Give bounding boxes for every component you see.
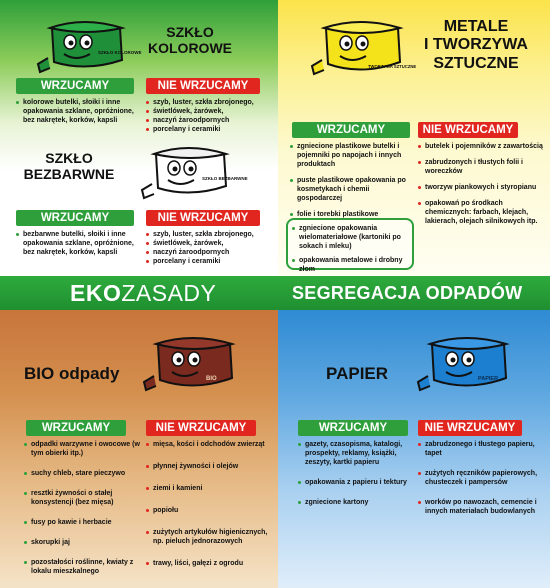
paper-title: PAPIER — [326, 364, 389, 383]
list-item: zgniecione plastikowe butelki i pojemniki po napojach i innych produktach — [290, 142, 410, 169]
yellow-bin-icon — [308, 12, 417, 80]
list-item: opakowania metalowe i drobny złom — [292, 256, 410, 274]
list-item: opakowań po środkach chemicznych: farbach, klejach, lakierach, olejach silnikowych itp. — [418, 199, 546, 226]
glass-clear-no-label: NIE WRZUCAMY — [146, 210, 260, 226]
svg-text:PAPIER: PAPIER — [478, 376, 499, 382]
bio-yes-label: WRZUCAMY — [26, 420, 126, 436]
list-item: fusy po kawie i herbacie — [24, 518, 142, 527]
list-item: folie i torebki plastikowe — [290, 210, 410, 219]
list-item: kolorowe butelki, słoiki i inne opakowania szklane, opróżnione, bez nakrętek, korków, kapsli — [16, 98, 140, 125]
banner-eko-title: EKOZASADY — [70, 280, 217, 306]
list-item: zgniecione opakowania wielomateriałowe (kartoniki po sokach i mleku) — [292, 224, 410, 251]
glass-color-title: SZKŁO KOLOROWE — [148, 24, 232, 57]
glass-clear-no-list — [146, 230, 272, 266]
glass-clear-yes-label: WRZUCAMY — [16, 210, 134, 226]
list-item: odpadki warzywne i owocowe (w tym obierki itp.) — [24, 440, 142, 458]
white-bin-icon — [138, 140, 248, 202]
bio-yes-list — [24, 440, 142, 576]
blue-bin-icon — [414, 328, 518, 396]
glass-color-yes-label: WRZUCAMY — [16, 78, 134, 94]
list-item: naczyń żaroodpornych — [146, 116, 272, 125]
list-item: szyb, luster, szkła zbrojonego, — [146, 98, 272, 107]
bio-title: BIO odpady — [24, 364, 120, 383]
list-item: gazety, czasopisma, katalogi, prospekty, reklamy, książki, zeszyty, kartki papieru — [298, 440, 412, 467]
list-item: naczyń żaroodpornych — [146, 248, 272, 257]
metal-yes-label: WRZUCAMY — [292, 122, 410, 138]
paper-section — [278, 310, 550, 588]
list-item: zgniecione kartony — [298, 498, 412, 507]
glass-color-no-list — [146, 98, 272, 134]
glass-clear-title: SZKŁO BEZBARWNE — [23, 150, 115, 183]
paper-yes-list — [298, 440, 412, 507]
list-item: puste plastikowe opakowania po kosmetykach i chemii gospodarczej — [290, 176, 410, 203]
eko-banner — [0, 276, 550, 310]
bio-no-list — [146, 440, 272, 568]
banner-segregation-title: SEGREGACJA ODPADÓW — [292, 283, 523, 303]
list-item: szyb, luster, szkła zbrojonego, — [146, 230, 272, 239]
list-item: świetlówek, żarówek, — [146, 239, 272, 248]
list-item: trawy, liści, gałęzi z ogrodu — [146, 559, 272, 568]
metal-yes-list — [290, 142, 410, 226]
metal-plastic-section — [278, 0, 550, 276]
glass-clear-yes-list — [16, 230, 140, 257]
svg-text:SZKŁO KOLOROWE: SZKŁO KOLOROWE — [98, 50, 142, 55]
glass-section — [0, 0, 278, 276]
metal-yes-boxed-list — [292, 224, 410, 279]
list-item: skorupki jaj — [24, 538, 142, 547]
paper-no-list — [418, 440, 546, 516]
list-item: zabrudzonych i tłustych folii i woreczków — [418, 158, 546, 176]
bio-no-label: NIE WRZUCAMY — [146, 420, 256, 436]
list-item: popiołu — [146, 506, 272, 515]
paper-no-label: NIE WRZUCAMY — [418, 420, 522, 436]
svg-text:BIO: BIO — [206, 376, 217, 382]
green-bin-icon — [34, 14, 142, 76]
list-item: pozostałości roślinne, kwiaty z lokalu mieszkalnego — [24, 558, 142, 576]
list-item: zużytych ręczników papierowych, chusteczek i pampersów — [418, 469, 546, 487]
list-item: zabrudzonego i tłustego papieru, tapet — [418, 440, 546, 458]
list-item: mięsa, kości i odchodów zwierząt — [146, 440, 272, 449]
bio-section — [0, 310, 278, 588]
list-item: porcelany i ceramiki — [146, 257, 272, 266]
list-item: świetlówek, żarówek, — [146, 107, 272, 116]
metal-title: METALE I TWORZYWA SZTUCZNE — [424, 18, 528, 72]
glass-color-no-label: NIE WRZUCAMY — [146, 78, 260, 94]
paper-yes-label: WRZUCAMY — [298, 420, 408, 436]
glass-color-yes-list — [16, 98, 140, 125]
list-item: butelek i pojemników z zawartością — [418, 142, 546, 151]
brown-bin-icon — [140, 328, 244, 396]
list-item: ziemi i kamieni — [146, 484, 272, 493]
list-item: opakowania z papieru i tektury — [298, 478, 412, 487]
svg-text:TWORZYWA SZTUCZNE: TWORZYWA SZTUCZNE — [368, 64, 417, 69]
list-item: suchy chleb, stare pieczywo — [24, 469, 142, 478]
list-item: resztki żywności o stałej konsystencji (bez mięsa) — [24, 489, 142, 507]
list-item: zużytych artykułów higienicznych, np. pieluch jednorazowych — [146, 528, 272, 546]
metal-no-label: NIE WRZUCAMY — [418, 122, 518, 138]
list-item: bezbarwne butelki, słoiki i inne opakowania szklane, opróżnione, bez nakrętek, korków, kapsli — [16, 230, 140, 257]
list-item: porcelany i ceramiki — [146, 125, 272, 134]
metal-no-list — [418, 142, 546, 233]
svg-text:SZKŁO BEZBARWNE: SZKŁO BEZBARWNE — [202, 176, 248, 181]
list-item: płynnej żywności i olejów — [146, 462, 272, 471]
list-item: worków po nawozach, cemencie i innych materiałach budowlanych — [418, 498, 546, 516]
list-item: tworzyw piankowych i styropianu — [418, 183, 546, 192]
